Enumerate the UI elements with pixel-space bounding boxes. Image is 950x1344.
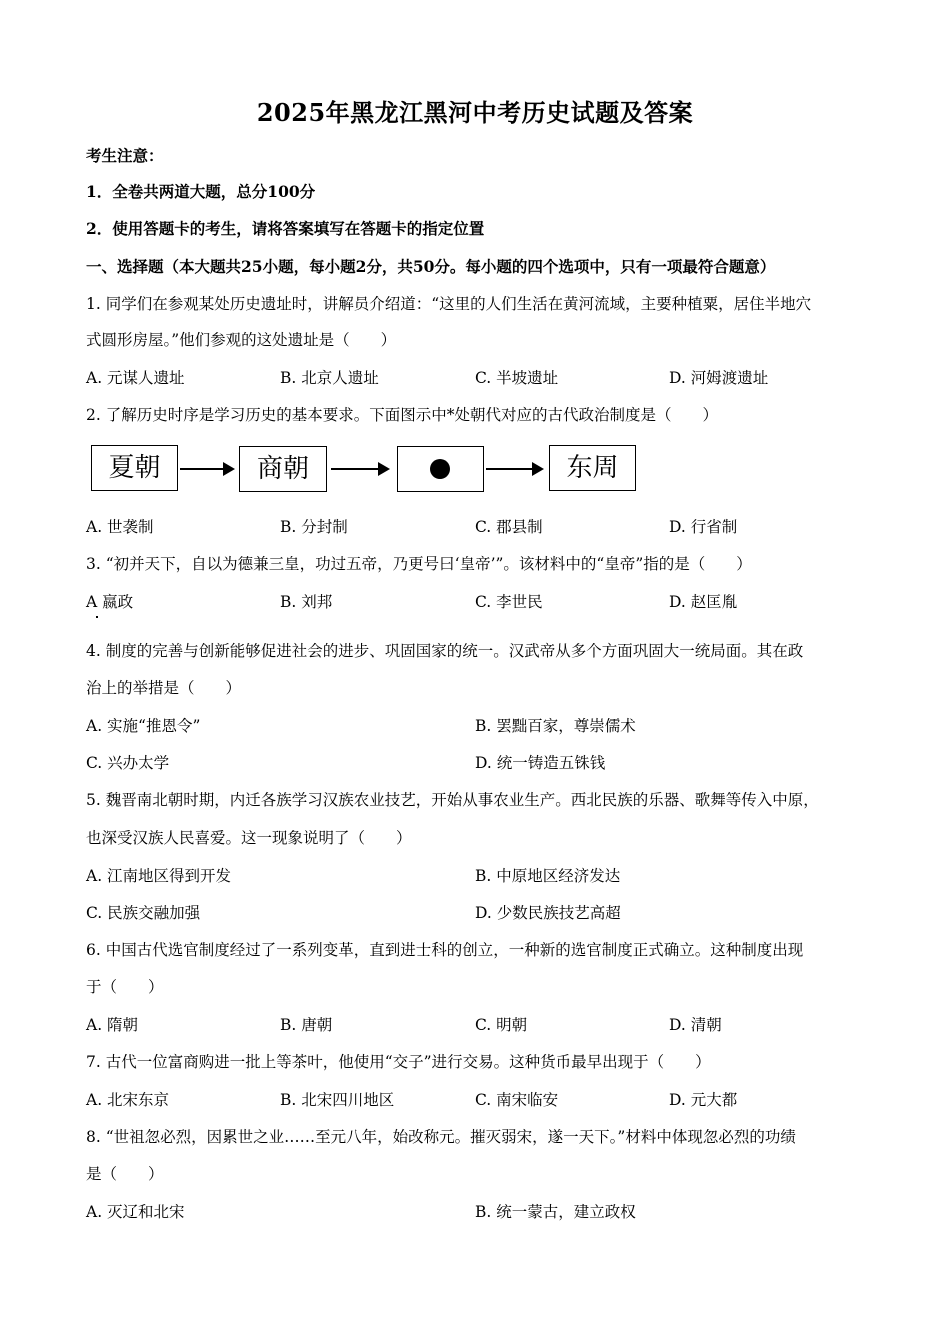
q3-option-b: B. 刘邦 <box>280 593 333 611</box>
q7-option-d: D. 元大都 <box>669 1091 738 1109</box>
q3-option-c: C. 李世民 <box>475 593 543 611</box>
q1-option-c: C. 半坡遗址 <box>475 369 559 387</box>
diagram-box-eastern-zhou: 东周 <box>549 445 636 491</box>
question-8-line-1: 8. “世祖忽必烈，因累世之业……至元八年，始改称元。摧灭弱宋，遂一天下。”材料中体现忽必烈的功绩 <box>86 1128 796 1146</box>
question-2-line-1: 2. 了解历史时序是学习历史的基本要求。下面图示中*处朝代对应的古代政治制度是（ ） <box>86 406 718 424</box>
q7-option-c: C. 南宋临安 <box>475 1091 559 1109</box>
question-5-line-1: 5. 魏晋南北朝时期，内迁各族学习汉族农业技艺，开始从事农业生产。西北民族的乐器、歌舞等传入中原， <box>86 791 819 809</box>
stray-dot <box>96 616 98 618</box>
q3-option-a: A 嬴政 <box>86 593 134 611</box>
q8-option-b: B. 统一蒙古，建立政权 <box>475 1203 636 1221</box>
q5-option-d: D. 少数民族技艺高超 <box>475 904 621 922</box>
q5-option-b: B. 中原地区经济发达 <box>475 867 621 885</box>
q4-option-c: C. 兴办太学 <box>86 754 170 772</box>
q2-option-a: A. 世袭制 <box>86 518 154 536</box>
question-4-line-1: 4. 制度的完善与创新能够促进社会的进步、巩固国家的统一。汉武帝从多个方面巩固大一统局面。其在政 <box>86 642 804 660</box>
question-1-line-1: 1. 同学们在参观某处历史遗址时，讲解员介绍道：“这里的人们生活在黄河流域，主要种植粟，居住半地穴 <box>86 295 812 313</box>
question-3-line-1: 3. “初并天下，自以为德兼三皇，功过五帝，乃更号曰‘皇帝’”。该材料中的“皇帝”指的是（ ） <box>86 555 752 573</box>
diagram-box-shang: 商朝 <box>239 446 327 492</box>
page-title: 2025年黑龙江黑河中考历史试题及答案 <box>256 98 694 127</box>
q2-option-d: D. 行省制 <box>669 518 738 536</box>
question-6-line-2: 于（ ） <box>86 978 164 996</box>
question-7-line-1: 7. 古代一位富商购进一批上等茶叶，他使用“交子”进行交易。这种货币最早出现于（ ） <box>86 1053 711 1071</box>
q4-option-a: A. 实施“推恩令” <box>86 717 201 735</box>
notice-item-2: 2．使用答题卡的考生，请将答案填写在答题卡的指定位置 <box>86 219 485 238</box>
q1-option-d: D. 河姆渡遗址 <box>669 369 769 387</box>
q4-option-b: B. 罢黜百家，尊崇儒术 <box>475 717 636 735</box>
notice-heading: 考生注意： <box>86 146 164 165</box>
q6-option-b: B. 唐朝 <box>280 1016 333 1034</box>
diagram-arrow-2 <box>331 468 388 470</box>
diagram-arrow-1 <box>180 468 233 470</box>
diagram-arrow-3 <box>486 468 542 470</box>
q1-option-b: B. 北京人遗址 <box>280 369 379 387</box>
q5-option-c: C. 民族交融加强 <box>86 904 201 922</box>
q3-option-d: D. 赵匡胤 <box>669 593 738 611</box>
q2-option-b: B. 分封制 <box>280 518 348 536</box>
question-8-line-2: 是（ ） <box>86 1165 164 1183</box>
unknown-dynasty-dot <box>430 459 450 479</box>
q5-option-a: A. 江南地区得到开发 <box>86 867 232 885</box>
question-6-line-1: 6. 中国古代选官制度经过了一系列变革，直到进士科的创立，一种新的选官制度正式确立。这种制度出现 <box>86 941 804 959</box>
diagram-box-xia: 夏朝 <box>91 445 178 491</box>
q7-option-a: A. 北宋东京 <box>86 1091 170 1109</box>
notice-item-1: 1．全卷共两道大题，总分100分 <box>86 182 316 201</box>
question-1-line-2: 式圆形房屋。”他们参观的这处遗址是（ ） <box>86 331 397 349</box>
q1-option-a: A. 元谋人遗址 <box>86 369 185 387</box>
question-5-line-2: 也深受汉族人民喜爱。这一现象说明了（ ） <box>86 829 412 847</box>
q6-option-d: D. 清朝 <box>669 1016 722 1034</box>
diagram-box-unknown <box>397 446 484 492</box>
section-heading: 一、选择题（本大题共25小题，每小题2分，共50分。每小题的四个选项中，只有一项最符合题意） <box>86 257 776 276</box>
q4-option-d: D. 统一铸造五铢钱 <box>475 754 606 772</box>
q6-option-c: C. 明朝 <box>475 1016 528 1034</box>
q8-option-a: A. 灭辽和北宋 <box>86 1203 185 1221</box>
question-4-line-2: 治上的举措是（ ） <box>86 679 242 697</box>
q7-option-b: B. 北宋四川地区 <box>280 1091 395 1109</box>
q6-option-a: A. 隋朝 <box>86 1016 139 1034</box>
q2-option-c: C. 郡县制 <box>475 518 543 536</box>
